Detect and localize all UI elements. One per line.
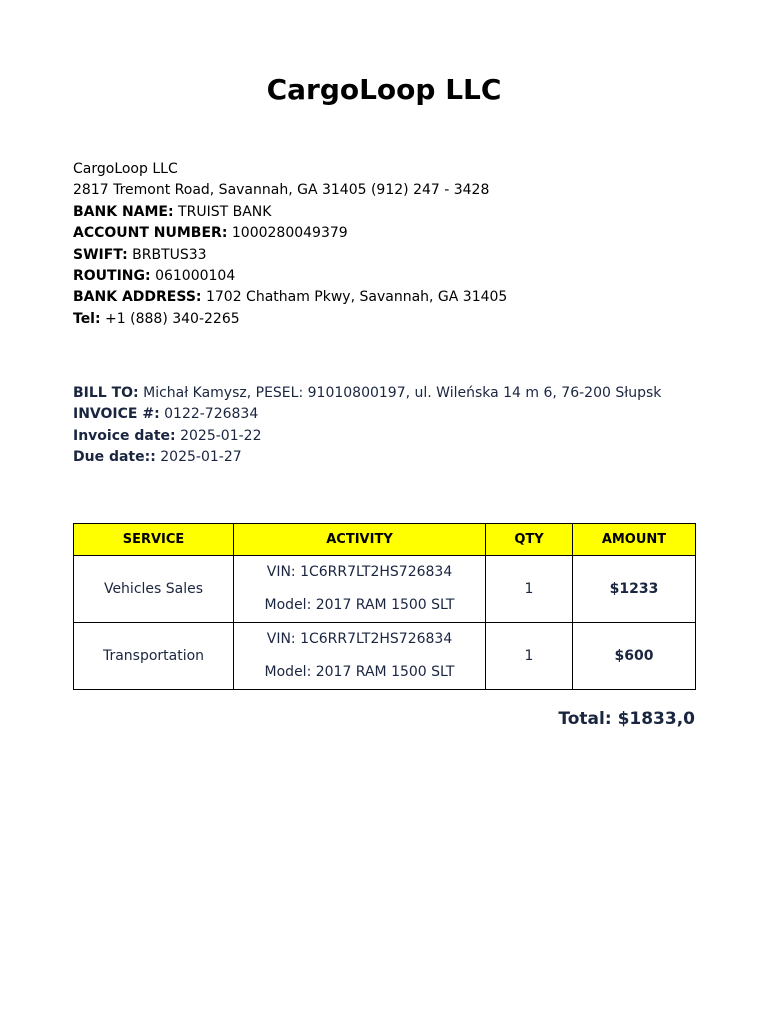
header-amount: AMOUNT: [573, 524, 696, 556]
activity-vin: VIN: 1C6RR7LT2HS726834: [266, 631, 453, 647]
company-title: CargoLoop LLC: [266, 73, 502, 106]
table-header-row: [74, 524, 696, 556]
swift-label: SWIFT:: [73, 246, 128, 263]
bank-name-line: [73, 202, 507, 223]
cell-amount: $1233: [573, 556, 696, 623]
invoice-number-line: [73, 404, 661, 425]
tel-label: Tel:: [73, 310, 101, 327]
swift-line: [73, 245, 507, 266]
routing-value: 061000104: [155, 268, 236, 285]
cell-activity: [234, 623, 486, 690]
cell-activity: [234, 556, 486, 623]
invoice-date-line: [73, 426, 661, 447]
table-row: [74, 623, 696, 690]
table-row: [74, 556, 696, 623]
cell-qty: 1: [486, 556, 573, 623]
cell-amount: $600: [573, 623, 696, 690]
tel-line: [73, 309, 507, 330]
tel-value: +1 (888) 340-2265: [105, 310, 240, 327]
bank-name-value: TRUIST BANK: [178, 203, 272, 220]
invoice-number-value: 0122-726834: [164, 406, 259, 423]
sender-address: 2817 Tremont Road, Savannah, GA 31405 (912) 247 - 3428: [73, 182, 490, 199]
activity-vin: VIN: 1C6RR7LT2HS726834: [266, 564, 453, 580]
header-qty: QTY: [486, 524, 573, 556]
cell-service: Vehicles Sales: [74, 556, 234, 623]
routing-label: ROUTING:: [73, 268, 151, 285]
bill-to-line: [73, 383, 661, 404]
billing-info: [73, 383, 661, 469]
account-number-label: ACCOUNT NUMBER:: [73, 225, 228, 242]
header-activity: ACTIVITY: [234, 524, 486, 556]
due-date-label: Due date::: [73, 449, 156, 466]
activity-model: Model: 2017 RAM 1500 SLT: [264, 664, 455, 680]
routing-line: [73, 266, 507, 287]
account-number-line: [73, 223, 507, 244]
due-date-line: [73, 447, 661, 468]
bank-name-label: BANK NAME:: [73, 203, 174, 220]
sender-info: [73, 159, 507, 330]
bank-address-value: 1702 Chatham Pkwy, Savannah, GA 31405: [205, 289, 508, 306]
cell-service: Transportation: [74, 623, 234, 690]
invoice-total: Total: $1833,0: [558, 709, 695, 729]
bill-to-label: BILL TO:: [73, 385, 139, 401]
invoice-date-value: 2025-01-22: [180, 427, 262, 444]
bank-address-line: [73, 287, 507, 308]
header-service: SERVICE: [74, 524, 234, 556]
swift-value: BRBTUS33: [132, 246, 207, 263]
bank-address-label: BANK ADDRESS:: [73, 289, 202, 306]
account-number-value: 1000280049379: [231, 225, 348, 242]
sender-name: CargoLoop LLC: [73, 161, 178, 177]
cell-qty: 1: [486, 623, 573, 690]
invoice-items-table: [73, 523, 696, 690]
due-date-value: 2025-01-27: [160, 449, 242, 466]
invoice-number-label: INVOICE #:: [73, 406, 160, 423]
bill-to-value: Michał Kamysz, PESEL: 91010800197, ul. Wileńska 14 m 6, 76-200 Słupsk: [143, 385, 662, 401]
activity-model: Model: 2017 RAM 1500 SLT: [264, 597, 455, 613]
invoice-date-label: Invoice date:: [73, 427, 176, 444]
